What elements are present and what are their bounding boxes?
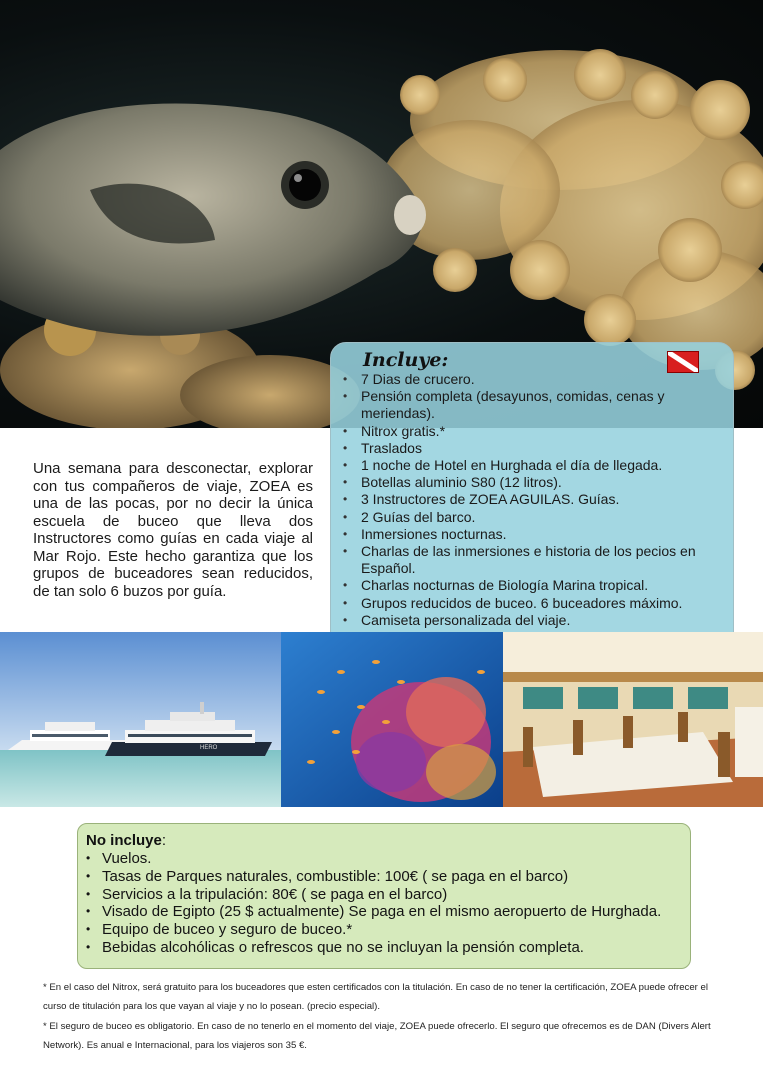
no-incluye-list	[86, 850, 680, 957]
incluye-item: • 3 Instructores de ZOEA AGUILAS. Guías.	[341, 491, 719, 508]
incluye-item: • Grupos reducidos de buceo. 6 buceadores máximo.	[341, 595, 719, 612]
footnote-nitrox: * En el caso del Nitrox, será gratuito para los buceadores que esten certificados con la titulación. En caso de no tener la certificación, ZOEA puede ofrecer el curso de titulación para los que vayan al viaje y no lo posean. (precio especial).	[43, 982, 709, 1012]
no-incluye-item: • Vuelos.	[86, 850, 680, 868]
photo-reef-fish	[281, 632, 503, 807]
incluye-item: • Traslados	[341, 440, 719, 457]
boat-name-label: HERO	[200, 745, 218, 751]
pufferfish	[0, 103, 426, 335]
dining-illustration	[503, 632, 763, 807]
footnotes	[43, 978, 729, 1056]
no-incluye-item: • Equipo de buceo y seguro de buceo.*	[86, 921, 680, 939]
incluye-item: • 2 Guías del barco.	[341, 509, 719, 526]
incluye-item: • Inmersiones nocturnas.	[341, 526, 719, 543]
intro-paragraph: Una semana para desconectar, explorar con tus compañeros de viaje, ZOEA es una de las pocas, por no decir la única escuela de buceo que lleva dos Instructores como guías en cada viaje al Mar Rojo. Este hecho garantiza que los grupos de buceadores sean reducidos, de tan solo 6 buzos por guía.	[33, 460, 313, 600]
footnote-seguro: * El seguro de buceo es obligatorio. En caso de no tenerlo en el momento del viaje, ZOEA puede ofrecerlo. El seguro que ofrecemos es de DAN (Divers Alert Network). Es anual e Internacional, para los viajeros son 35 €.	[43, 1021, 711, 1051]
coral-branches	[380, 49, 763, 390]
incluye-item: • 1 noche de Hotel en Hurghada el día de llegada.	[341, 457, 719, 474]
incluye-box	[330, 342, 734, 662]
dive-flag-icon	[667, 351, 699, 373]
photo-dining-room	[503, 632, 763, 807]
photo-boats	[0, 632, 281, 807]
no-incluye-title-text: No incluye	[86, 832, 162, 849]
incluye-title: Incluye:	[363, 349, 449, 371]
no-incluye-title	[86, 832, 680, 850]
incluye-item: • Camiseta personalizada del viaje.	[341, 612, 719, 629]
no-incluye-item: • Tasas de Parques naturales, combustible: 100€ ( se paga en el barco)	[86, 868, 680, 886]
incluye-item: • Charlas nocturnas de Biología Marina tropical.	[341, 577, 719, 594]
no-incluye-title-colon: :	[161, 832, 167, 849]
no-incluye-item: • Bebidas alcohólicas o refrescos que no se incluyan la pensión completa.	[86, 939, 680, 957]
incluye-item: • Nitrox gratis.*	[341, 423, 719, 440]
reef-illustration	[281, 632, 503, 807]
no-incluye-item: • Visado de Egipto (25 $ actualmente) Se paga en el mismo aeropuerto de Hurghada.	[86, 903, 680, 921]
no-incluye-item: • Servicios a la tripulación: 80€ ( se paga en el barco)	[86, 886, 680, 904]
incluye-list	[341, 371, 719, 646]
incluye-item: • Pensión completa (desayunos, comidas, cenas y meriendas).	[341, 388, 719, 422]
incluye-item: • Botellas aluminio S80 (12 litros).	[341, 474, 719, 491]
incluye-item: • 7 Dias de crucero.	[341, 371, 719, 388]
no-incluye-box	[77, 823, 691, 969]
incluye-item: • Charlas de las inmersiones e historia de los pecios en Español.	[341, 543, 719, 577]
boats-illustration	[0, 632, 281, 807]
